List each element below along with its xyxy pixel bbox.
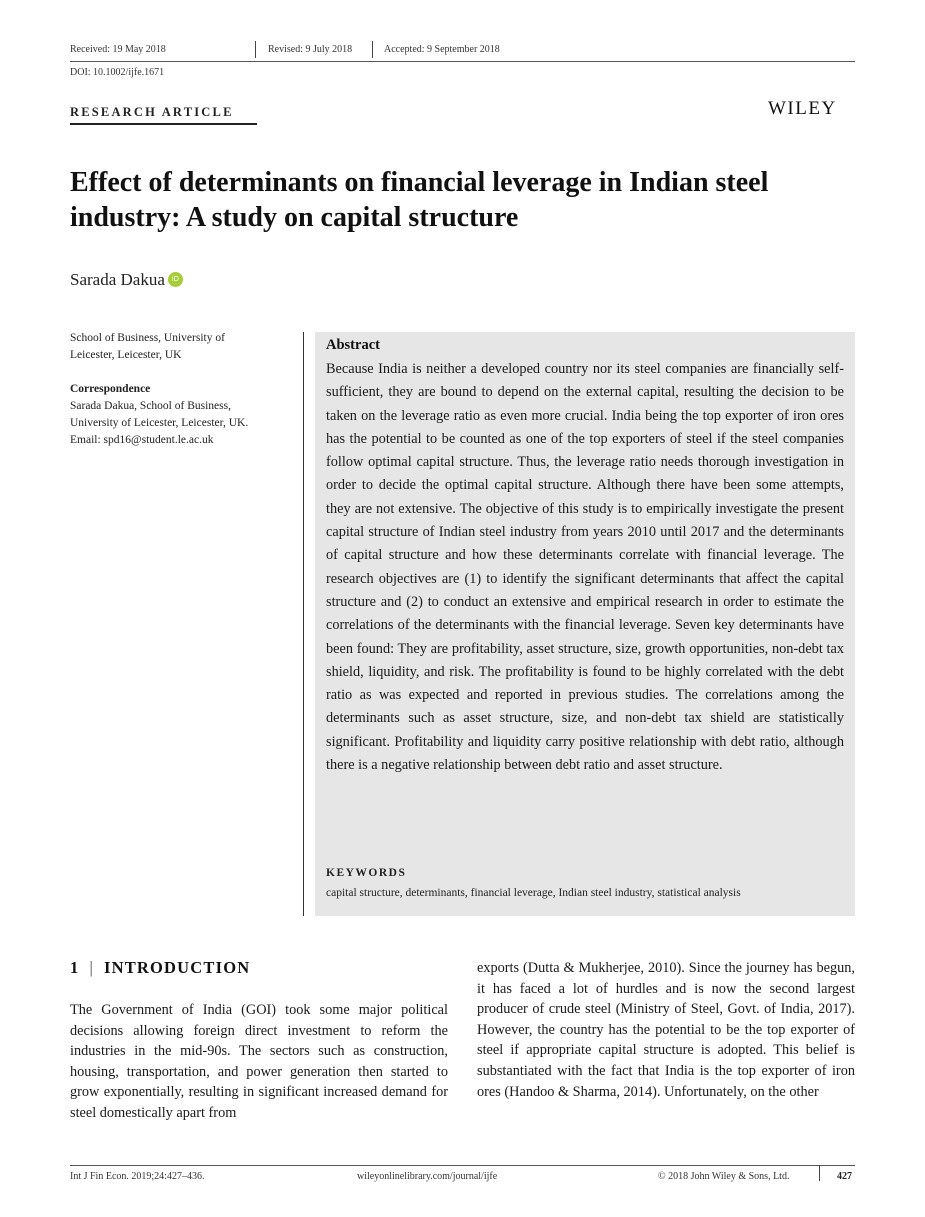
footer-citation: Int J Fin Econ. 2019;24:427–436. — [70, 1171, 205, 1182]
correspondence-email[interactable]: Email: spd16@student.le.ac.uk — [70, 434, 214, 446]
article-type: RESEARCH ARTICLE — [70, 105, 234, 119]
author-name[interactable]: Sarada Dakua — [70, 270, 165, 289]
affiliation-line: School of Business, University of — [70, 332, 225, 344]
body-text-right-column: exports (Dutta & Mukherjee, 2010). Since the journey has begun, it has faced a lot of hurdles and is now the second largest producer of crude steel (Ministry of Steel, Govt. of India, 2017). However, the country has the potential to be the top exporter of steel if appropriate capital structure is adopted. This belief is substantiated with the fact that India is the top exporter of iron ores (Handoo & Sharma, 2014). Unfortunately, on the other — [477, 960, 855, 1100]
article-type-underline — [70, 123, 257, 125]
footer-separator — [819, 1165, 820, 1181]
received-date: Received: 19 May 2018 — [70, 44, 166, 55]
correspondence-line: University of Leicester, Leicester, UK. — [70, 417, 249, 429]
revised-date: Revised: 9 July 2018 — [268, 44, 353, 55]
author-line — [70, 270, 183, 290]
keywords-list: capital structure, determinants, financial leverage, Indian steel industry, statistical analysis — [326, 887, 741, 899]
publisher-logo: WILEY — [768, 98, 837, 119]
section-heading — [70, 958, 250, 978]
date-separator — [255, 41, 256, 58]
section-title: INTRODUCTION — [103, 958, 251, 977]
column-divider — [303, 332, 304, 916]
abstract-text: Because India is neither a developed country nor its steel companies are financially self-sufficient, they are bound to depend on the external capital, resulting the decision to be taken on the leverage ratio as even more crucial. India being the top exporter of iron ores has the potential to be counted as one of the top exporters of steel if the steel companies follow optimal capital structure. Thus, the leverage ratio needs thorough investigation in order to decide the optimal capital structure. Although there have been some attempts, they are not extensive. The objective of this study is to empirically investigate the present capital structure of Indian steel industry from years 2010 until 2017 and the determinants of capital structure and how these determinants correlate with financial leverage. The research objectives are (1) to identify the significant determinants that affect the capital structure and (2) to conduct an extensive and empirical research in order to estimate the correlations of the determinants with the financial leverage. Seven key determinants have been found: They are profitability, asset structure, size, growth opportunities, non-debt tax shield, liquidity, and risk. The profitability is found to be highly correlated with the debt ratio as was expected and reported in previous studies. The correlations among the determinants such as asset structure, size, and non-debt tax shield are statistically significant. Profitability and liquidity carry positive relationship with debt ratio, although there is a negative relationship between debt ratio and asset structure. — [326, 361, 844, 774]
affiliation-block — [70, 330, 295, 449]
abstract-heading: Abstract — [326, 337, 380, 353]
affiliation-line: Leicester, Leicester, UK — [70, 349, 182, 361]
article-dates — [70, 44, 855, 60]
footer-url[interactable]: wileyonlinelibrary.com/journal/ijfe — [357, 1171, 498, 1182]
doi[interactable]: DOI: 10.1002/ijfe.1671 — [70, 67, 165, 78]
correspondence-heading: Correspondence — [70, 383, 151, 395]
orcid-icon[interactable]: iD — [168, 272, 183, 287]
keywords-heading: KEYWORDS — [326, 867, 407, 879]
header-rule — [70, 61, 855, 62]
date-separator — [372, 41, 373, 58]
section-separator: | — [89, 958, 94, 977]
page-number: 427 — [837, 1171, 852, 1182]
body-text-left-column: The Government of India (GOI) took some major political decisions allowing foreign direct investment to reform the industries in the mid-90s. The sectors such as construction, housing, transportation, and power generation then started to grow exponentially, resulting in significant increased demand for steel domestically apart from — [70, 1002, 448, 1121]
article-title: Effect of determinants on financial leverage in Indian steel industry: A study on capital structure — [70, 167, 769, 233]
footer-rule — [70, 1165, 855, 1166]
footer-copyright: © 2018 John Wiley & Sons, Ltd. — [658, 1171, 790, 1182]
accepted-date: Accepted: 9 September 2018 — [384, 44, 500, 55]
correspondence-line: Sarada Dakua, School of Business, — [70, 400, 231, 412]
section-number: 1 — [70, 958, 80, 977]
